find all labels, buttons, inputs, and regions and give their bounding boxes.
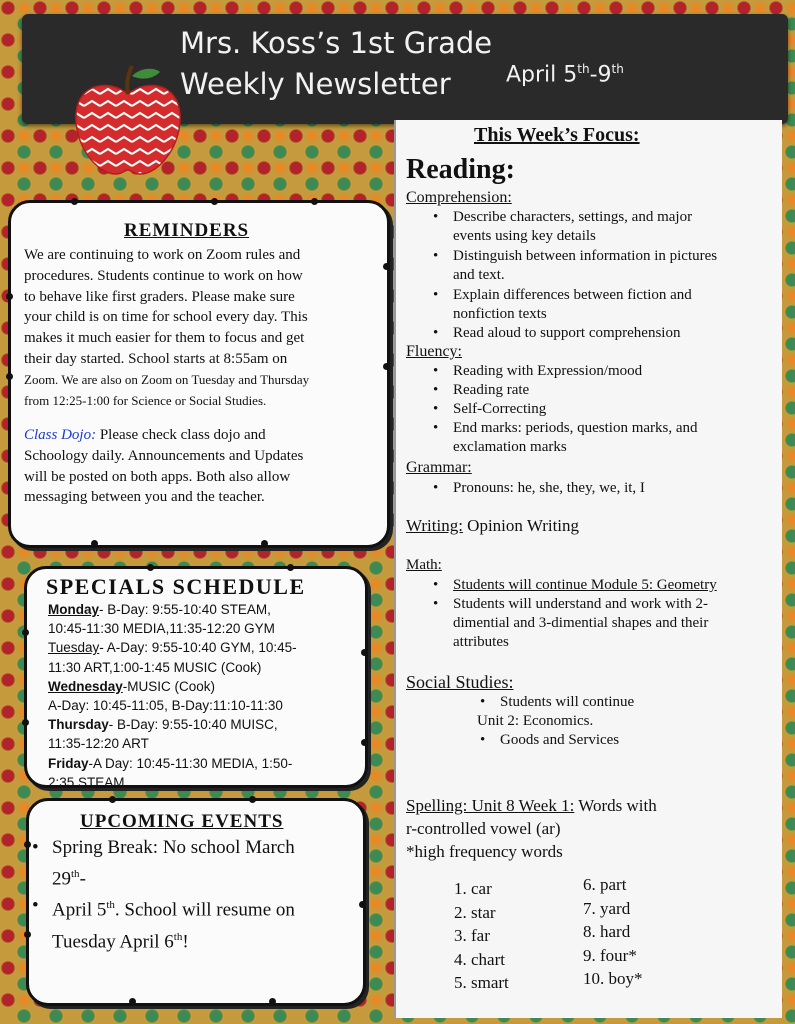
social-item: Unit 2: Economics. <box>477 713 594 729</box>
class-dojo-label: Class Dojo: <box>24 427 97 443</box>
specials-time: 2:35 STEAM <box>48 774 125 790</box>
specials-day: Thursday <box>48 717 109 733</box>
event-sup: th <box>71 868 80 880</box>
comprehension-list <box>453 208 717 344</box>
spelling-words-right <box>583 873 643 991</box>
reminders-line: Zoom. We are also on Zoom on Tuesday and Thursday <box>24 371 310 387</box>
math-item-cont: dimential and 3-dimential shapes and their <box>453 615 709 631</box>
specials-time: 11:35-12:20 ART <box>48 736 149 752</box>
reminders-text <box>24 245 309 411</box>
spelling-word: 1. car <box>454 879 492 898</box>
spelling-word: 7. yard <box>583 898 631 918</box>
apple-icon <box>68 62 188 182</box>
social-studies-label: Social Studies: <box>406 672 514 692</box>
comprehension-item-cont: events using key details <box>453 228 596 245</box>
reminders-line: procedures. Students continue to work on how <box>24 267 303 284</box>
event-text: - <box>79 868 86 890</box>
reminders-line: makes it much easier for them to focus and get <box>24 330 305 347</box>
grammar-label: Grammar: <box>406 459 472 476</box>
comprehension-item-cont: and text. <box>453 267 505 284</box>
spelling-word: 6. part <box>583 875 627 894</box>
specials-line <box>48 734 297 753</box>
specials-heading: SPECIALS SCHEDULE <box>46 574 306 599</box>
reminders-line: your child is on time for school every day. This <box>24 309 308 326</box>
fluency-item-cont: exclamation marks <box>453 439 567 455</box>
spelling-text: Words with <box>574 796 657 815</box>
specials-time: -A Day: 10:45-11:30 MEDIA, 1:50- <box>88 755 293 771</box>
spelling-row <box>406 796 657 816</box>
spelling-word: 5. smart <box>454 973 509 992</box>
comprehension-item: • Distinguish between information in pictures <box>453 247 717 266</box>
social-item: • Goods and Services <box>500 732 619 749</box>
dojo-line: Please check class dojo and <box>96 427 266 443</box>
specials-day: Friday <box>48 755 89 771</box>
event-item-cont <box>52 861 295 892</box>
class-dojo-text <box>24 425 303 508</box>
grammar-item: • Pronouns: he, she, they, we, it, I <box>453 480 645 497</box>
specials-line <box>48 773 297 792</box>
comprehension-item: • Describe characters, settings, and major <box>453 208 717 227</box>
specials-day: Monday <box>48 602 100 617</box>
specials-line <box>48 677 297 696</box>
event-item-cont <box>52 924 295 955</box>
newsletter-title-line1: Mrs. Koss’s 1st Grade <box>180 26 493 60</box>
spelling-subtitle: r-controlled vowel (ar) <box>406 819 561 838</box>
specials-time: -MUSIC (Cook) <box>122 678 216 694</box>
event-item <box>52 892 295 923</box>
comprehension-item: • Explain differences between fiction and <box>453 286 717 305</box>
fluency-item: • Reading with Expression/mood <box>453 362 698 381</box>
event-text: Spring Break: No school March <box>52 837 295 858</box>
event-text: . School will resume on <box>114 899 295 921</box>
fluency-item: • End marks: periods, question marks, and <box>453 419 698 438</box>
reminders-line: from 12:25-1:00 for Science or Social Studies. <box>24 392 267 408</box>
event-text: Tuesday April 6 <box>52 930 174 952</box>
writing-label: Writing: <box>406 516 463 535</box>
events-heading: UPCOMING EVENTS <box>80 811 284 832</box>
dojo-line: will be posted on both apps. Both also allow <box>24 468 291 485</box>
fluency-label: Fluency: <box>406 343 462 360</box>
social-item: • Students will continue <box>500 694 634 711</box>
specials-line <box>48 638 297 657</box>
spelling-word: 10. boy* <box>583 969 643 988</box>
specials-line <box>48 754 297 773</box>
specials-line <box>48 715 297 734</box>
newsletter-date: April 5th-9th <box>506 62 624 88</box>
math-item: • Students will continue Module 5: Geometry <box>453 576 717 595</box>
fluency-item: • Self-Correcting <box>453 400 698 419</box>
specials-line <box>48 600 297 619</box>
event-text: ! <box>182 930 189 952</box>
event-text: 29 <box>52 868 71 890</box>
specials-day: Wednesday <box>48 678 123 694</box>
fluency-list <box>453 362 698 457</box>
spelling-word: 3. far <box>454 926 490 945</box>
comprehension-item-cont: nonfiction texts <box>453 306 547 323</box>
dojo-line: messaging between you and the teacher. <box>24 489 265 506</box>
writing-row <box>406 516 579 536</box>
spelling-word: 9. four* <box>583 945 637 965</box>
spelling-word: 4. chart <box>454 949 505 969</box>
events-list <box>52 834 295 955</box>
reading-label: Reading: <box>406 154 515 185</box>
comprehension-item: • Read aloud to support comprehension <box>453 324 717 343</box>
event-item <box>52 834 295 861</box>
dojo-line: Schoology daily. Announcements and Updates <box>24 447 304 464</box>
specials-time: - A-Day: 9:55-10:40 GYM, 10:45- <box>99 640 297 656</box>
math-list <box>453 576 717 652</box>
spelling-label: Spelling: Unit 8 Week 1: <box>406 796 575 815</box>
event-text: April 5 <box>52 899 107 921</box>
specials-time: 11:30 ART,1:00-1:45 MUSIC (Cook) <box>48 659 262 675</box>
specials-time: - B-Day: 9:55-10:40 MUISC, <box>108 717 278 733</box>
specials-time: - B-Day: 9:55-10:40 STEAM, <box>99 602 271 617</box>
specials-time: 10:45-11:30 MEDIA,11:35-12:20 GYM <box>48 621 275 637</box>
reminders-line: to behave like first graders. Please make sure <box>24 288 295 305</box>
specials-line <box>48 658 297 677</box>
spelling-word: 8. hard <box>583 922 631 941</box>
fluency-item: • Reading rate <box>453 381 698 400</box>
specials-time: A-Day: 10:45-11:05, B-Day:11:10-11:30 <box>48 698 283 714</box>
specials-line <box>48 619 297 638</box>
reminders-line: their day started. School starts at 8:55am on <box>24 350 288 367</box>
event-sup: th <box>173 930 183 943</box>
specials-line <box>48 696 297 715</box>
specials-day: Tuesday <box>48 640 100 656</box>
spelling-word: 2. star <box>454 902 496 922</box>
spelling-note: *high frequency words <box>406 842 563 861</box>
focus-heading: This Week’s Focus: <box>474 124 640 146</box>
writing-text: Opinion Writing <box>462 516 580 535</box>
math-item-cont: attributes <box>453 634 509 650</box>
reminders-heading: REMINDERS <box>124 220 250 241</box>
event-sup: th <box>106 899 115 912</box>
newsletter-title-line2: Weekly Newsletter <box>180 67 451 101</box>
reminders-line: We are continuing to work on Zoom rules and <box>24 247 301 263</box>
spelling-words-left <box>454 877 509 995</box>
math-item: • Students will understand and work with 2- <box>453 595 717 614</box>
math-label: Math: <box>406 557 442 573</box>
comprehension-label: Comprehension: <box>406 189 512 206</box>
specials-list <box>48 600 297 792</box>
